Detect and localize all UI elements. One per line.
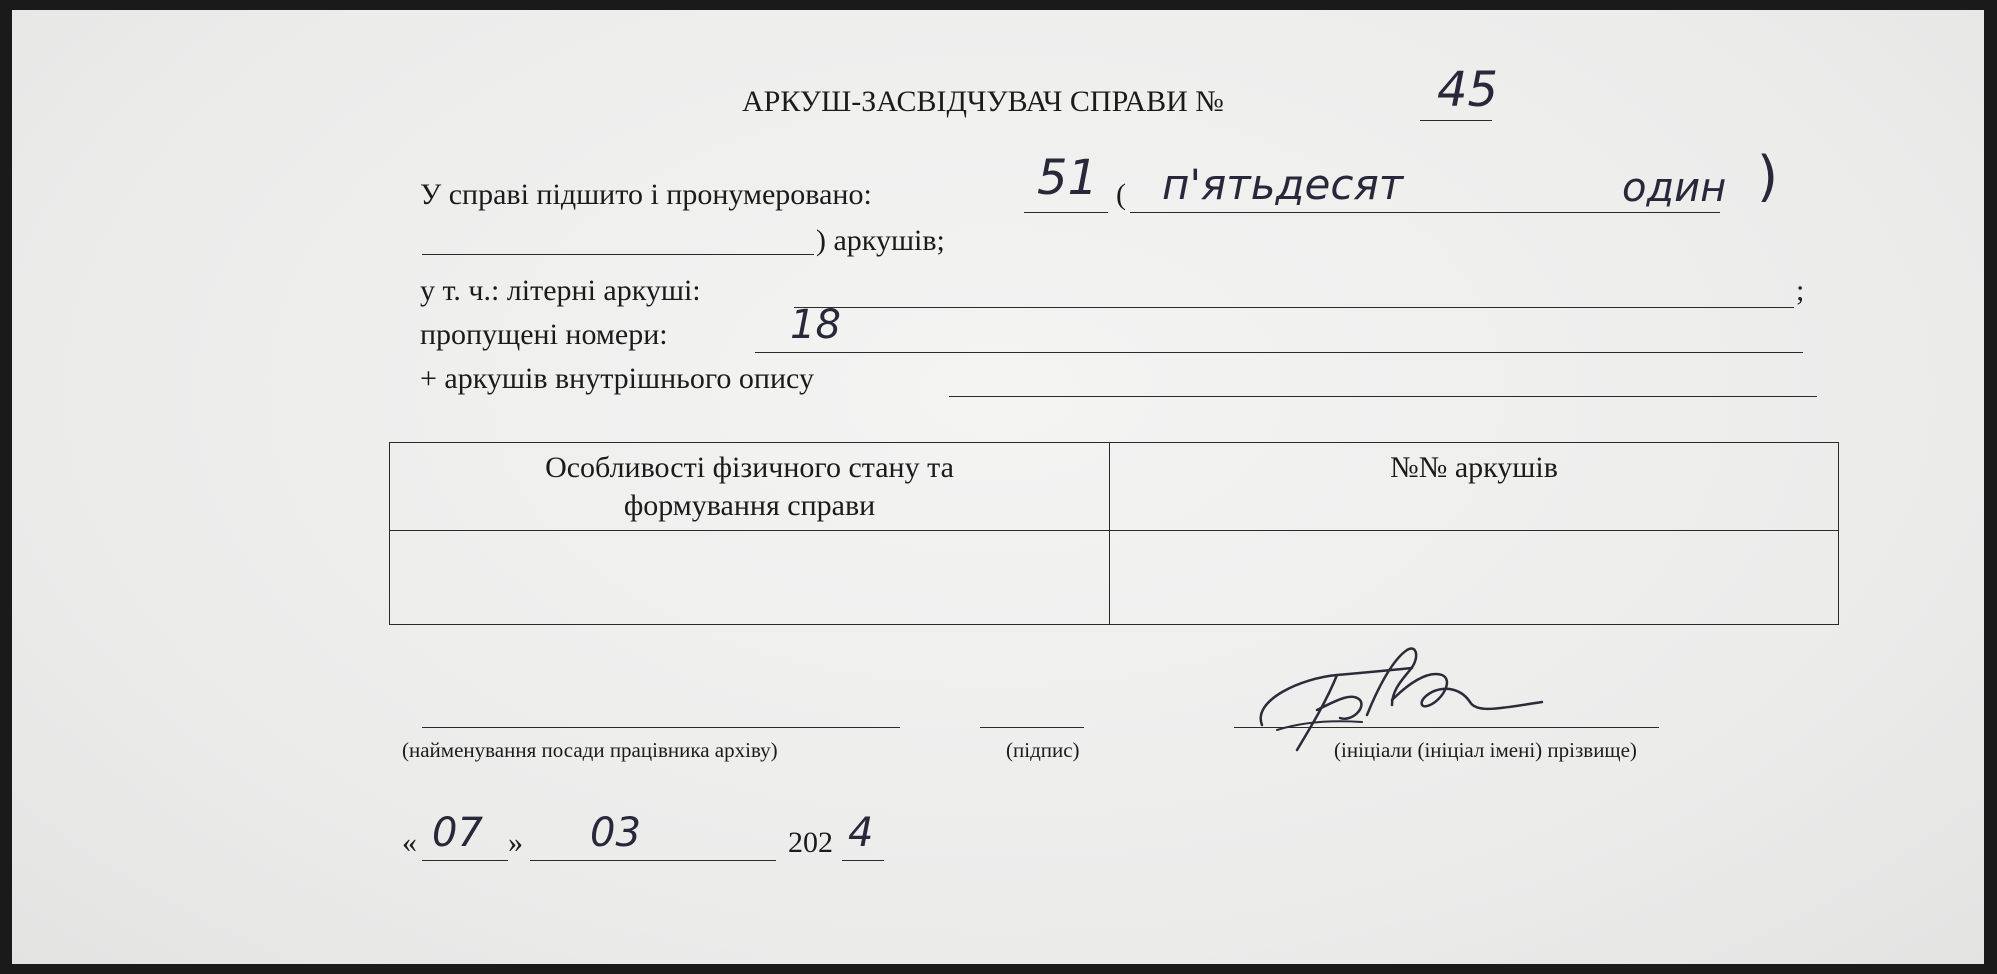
table-header-divider [390,530,1838,531]
letter-sheets-line [794,307,1794,308]
date-open-quote: « [402,826,417,859]
form-title: АРКУШ-ЗАСВІДЧУВАЧ СПРАВИ № [742,85,1224,118]
position-caption: (найменування посади працівника архіву) [402,738,778,762]
sewn-numbered-label: У справі підшито і пронумеровано: [420,178,872,211]
table-header-condition-line1: Особливості фізичного стану та [545,451,954,484]
sheet-count-words-handwritten-2: один [1622,165,1727,211]
year-suffix-handwritten: 4 [848,810,874,856]
day-handwritten: 07 [432,810,483,856]
sheet-count-digits-handwritten: 51 [1037,150,1099,206]
close-paren-handwritten: ) [1757,145,1779,208]
case-number-handwritten: 45 [1437,62,1499,118]
letter-sheets-label: у т. ч.: літерні аркуші: [420,274,701,307]
physical-condition-table [389,442,1839,625]
open-paren: ( [1116,178,1126,211]
inner-inventory-line [949,396,1817,397]
date-close-quote: » [508,826,523,859]
case-number-line [1420,120,1492,121]
table-cell-sheet-numbers [1111,532,1838,624]
sheets-count-line [422,254,814,255]
signature-line [980,727,1084,728]
letter-sheets-semicolon: ; [1796,274,1805,307]
missing-numbers-handwritten: 18 [790,302,841,348]
sheets-suffix: ) аркушів; [816,224,945,257]
inner-inventory-label: + аркушів внутрішнього опису [420,362,814,395]
missing-numbers-label: пропущені номери: [420,318,668,351]
table-header-condition-line2: формування справи [623,489,876,522]
position-line [422,727,900,728]
handwritten-signature [1242,630,1572,770]
year-prefix: 202 [788,826,833,859]
sheet-count-words-handwritten-1: п'ятьдесят [1162,160,1404,209]
signature-caption: (підпис) [1006,738,1080,762]
sheet-count-digits-line [1024,212,1108,213]
day-line [422,860,508,861]
month-handwritten: 03 [590,810,641,856]
table-header-sheet-numbers: №№ аркушів [1390,451,1558,484]
table-cell-condition [390,532,1108,624]
year-line [842,860,884,861]
name-caption: (ініціали (ініціал імені) прізвище) [1334,738,1637,762]
missing-numbers-line [755,352,1803,353]
archive-certification-sheet [12,10,1984,964]
month-line [530,860,776,861]
table-header-condition [390,449,1109,525]
sheet-count-words-line [1130,212,1720,213]
